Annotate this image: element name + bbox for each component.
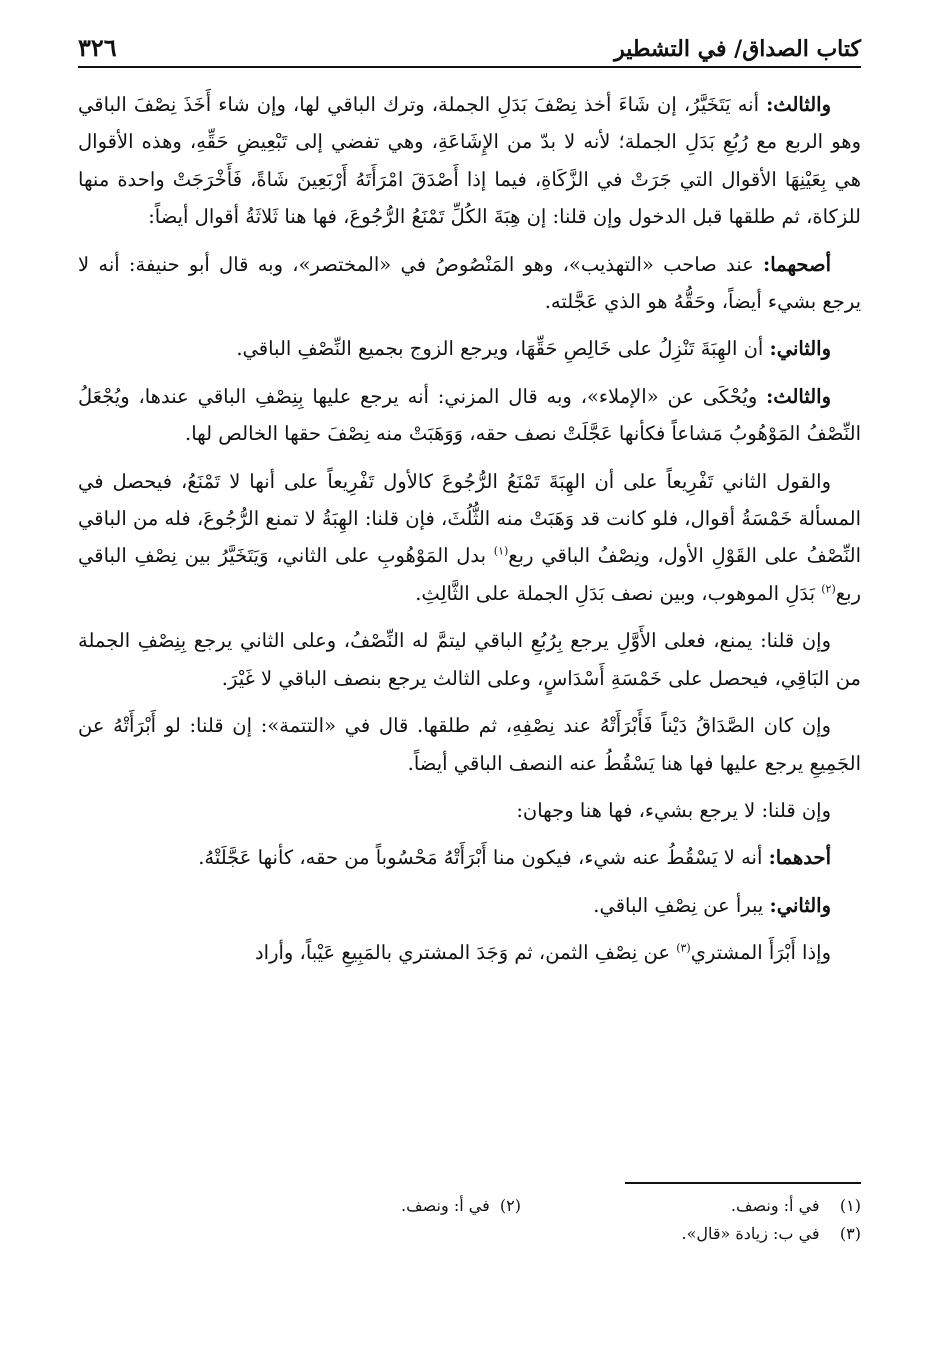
footnote-number: (١) [839,1196,861,1215]
footnote-row [78,1220,861,1248]
paragraph-text: بَدَلِ الموهوب، وبين نصف بَدَلِ الجملة على الثَّالِثِ. [415,581,822,605]
footnote-number: (٣) [839,1224,861,1243]
paragraph-text: عن نِصْفِ الثمن، ثم وَجَدَ المشتري بالمَبِيعِ عَيْباً، وأراد [254,941,677,965]
paragraph-text: وإن كان الصَّدَاقُ دَيْناً فَأَبْرَأَتْهُ عند نِصْفِهِ، ثم طلقها. قال في «التتمة»: إن قلنا: لو أَبْرَأَتْهُ عن الجَمِيعِ يرجع عليها فها هنا يَسْقُطُ عنه النصف الباقي أيضاً. [78,714,861,775]
footnote-marker: (١) [493,544,509,558]
paragraph-lead: والثاني: [769,893,831,917]
footnote-text: في أ: ونصف. [730,1196,820,1215]
paragraph-text: وإذا أَبْرَأَ المشتري [690,941,831,965]
paragraph-lead: والثالث: [766,384,831,408]
paragraph-lead: أصحهما: [763,252,831,276]
footnote-number: (٢) [499,1196,521,1215]
body-text [78,86,861,982]
footnote [521,1220,861,1248]
paragraph-text: ويُحْكَى عن «الإملاء»، وبه قال المزني: أنه يرجع عليها بِنِصْفِ الباقي عندها، ويُجْعَلُ النِّصْفُ المَوْهُوبُ مَشاعاً فكأنها عَجَّلَتْ نصف حقه، وَوَهَبَتْ منه نِصْفَ حقها الخالص لها. [78,384,861,446]
paragraph [78,839,861,876]
paragraph-lead: والثالث: [766,93,831,116]
footnotes [78,1192,861,1248]
footnote-row [78,1192,861,1220]
footnote [521,1192,861,1220]
page-number: ٣٢٦ [78,33,117,62]
footnote [181,1192,521,1220]
running-header [78,28,861,68]
paragraph-text: أنه يَتَخَيَّرُ، إن شَاءَ أخذ نِصْفَ بَدَلِ الجملة، وترك الباقي لها، وإن شاء أَخَذَ نِصْفَ الباقي وهو الربع مع رُبُعِ بَدَلِ الجملة؛ لأنه لا بدّ من الإِشَاعَةِ، وهي تفضي إلى تَبْعِيضِ حَقِّهِ، وهذه الأقوال هي بِعَيْنِهَا الأقوال التي جَرَتْ في الزَّكَاةِ، فيما إذا أَصْدَقَ امْرَأَتَهُ أَرْبَعِينَ شَاةً، فَأَخْرَجَتْ واحدة منها للزكاة، ثم طلقها قبل الدخول وإن قلنا: إن هِبَةَ الكُلِّ تَمْنَعُ الرُّجُوعَ، فها هنا ثَلاثَةُ أقوال أيضاً: [78,93,861,229]
footnote-text: في أ: ونصف. [401,1196,490,1215]
paragraph-text: أن الهِبَةَ تَنْزِلُ على خَالِصِ حَقِّهَا، ويرجع الزوج بجميع النِّصْفِ الباقي. [236,337,770,361]
paragraph-text: والقول الثاني تَفْرِيعاً على أن الهِبَةَ تَمْنَعُ الرُّجُوعَ كالأول تَفْرِيعاً على أنها لا تَمْنَعُ، فيحصل في المسألة خَمْسَةُ أقوال، فلو كانت قد وَهَبَتْ منه الثُّلُثَ، فإن قلنا: الهِبَةُ لا تمنع الرُّجُوعَ، فله من الباقي النِّصْفُ على القَوْلِ الأول، ونِصْفُ الباقي ربع [78,469,861,568]
paragraph [78,934,861,971]
running-title: كتاب الصداق/ في التشطير [614,36,861,62]
paragraph-text: يبرأ عن نِصْفِ الباقي. [593,893,770,917]
paragraph [78,887,861,924]
paragraph-text: وإن قلنا: لا يرجع بشيء، فها هنا وجهان: [516,798,831,822]
paragraph [78,792,861,829]
paragraph-text: عند صاحب «التهذيب»، وهو المَنْصُوصُ في «المختصر»، وبه قال أبو حنيفة: أنه لا يرجع بشيء أيضاً، وحَقُّهُ هو الذي عَجَّلته. [78,252,861,314]
paragraph-text: وإن قلنا: يمنع، فعلى الأَوَّلِ يرجع بِرُبُعِ الباقي ليتمَّ له النِّصْفُ، وعلى الثاني يرجع بِنِصْفِ الجملة من البَاقِي، فيحصل على خَمْسَةِ أَسْدَاسٍ، وعلى الثالث يرجع بنصف الباقي لا غَيْرَ. [78,629,861,690]
paragraph [78,707,861,782]
footnote-text: في ب: زيادة «قال». [681,1224,820,1243]
paragraph [78,463,861,613]
paragraph [78,330,861,367]
paragraph-lead: أحدهما: [768,846,831,870]
paragraph-text: أنه لا يَسْقُطُ عنه شيء، فيكون منا أَبْرَأَتْهُ مَحْسُوباً من حقه، كأنها عَجَّلَتْهُ. [198,846,769,870]
footnote-marker: (٣) [676,941,691,955]
footnote-marker: (٢) [821,582,836,596]
paragraph [78,622,861,697]
paragraph-text: بدل المَوْهُوبِ على الثاني، وَيَتَخَيَّرُ بين نِصْفِ الباقي ربع [78,544,861,605]
paragraph [78,378,861,453]
footnote-divider [625,1182,861,1184]
paragraph [78,86,861,236]
paragraph-lead: والثاني: [769,337,831,361]
paragraph [78,246,861,321]
